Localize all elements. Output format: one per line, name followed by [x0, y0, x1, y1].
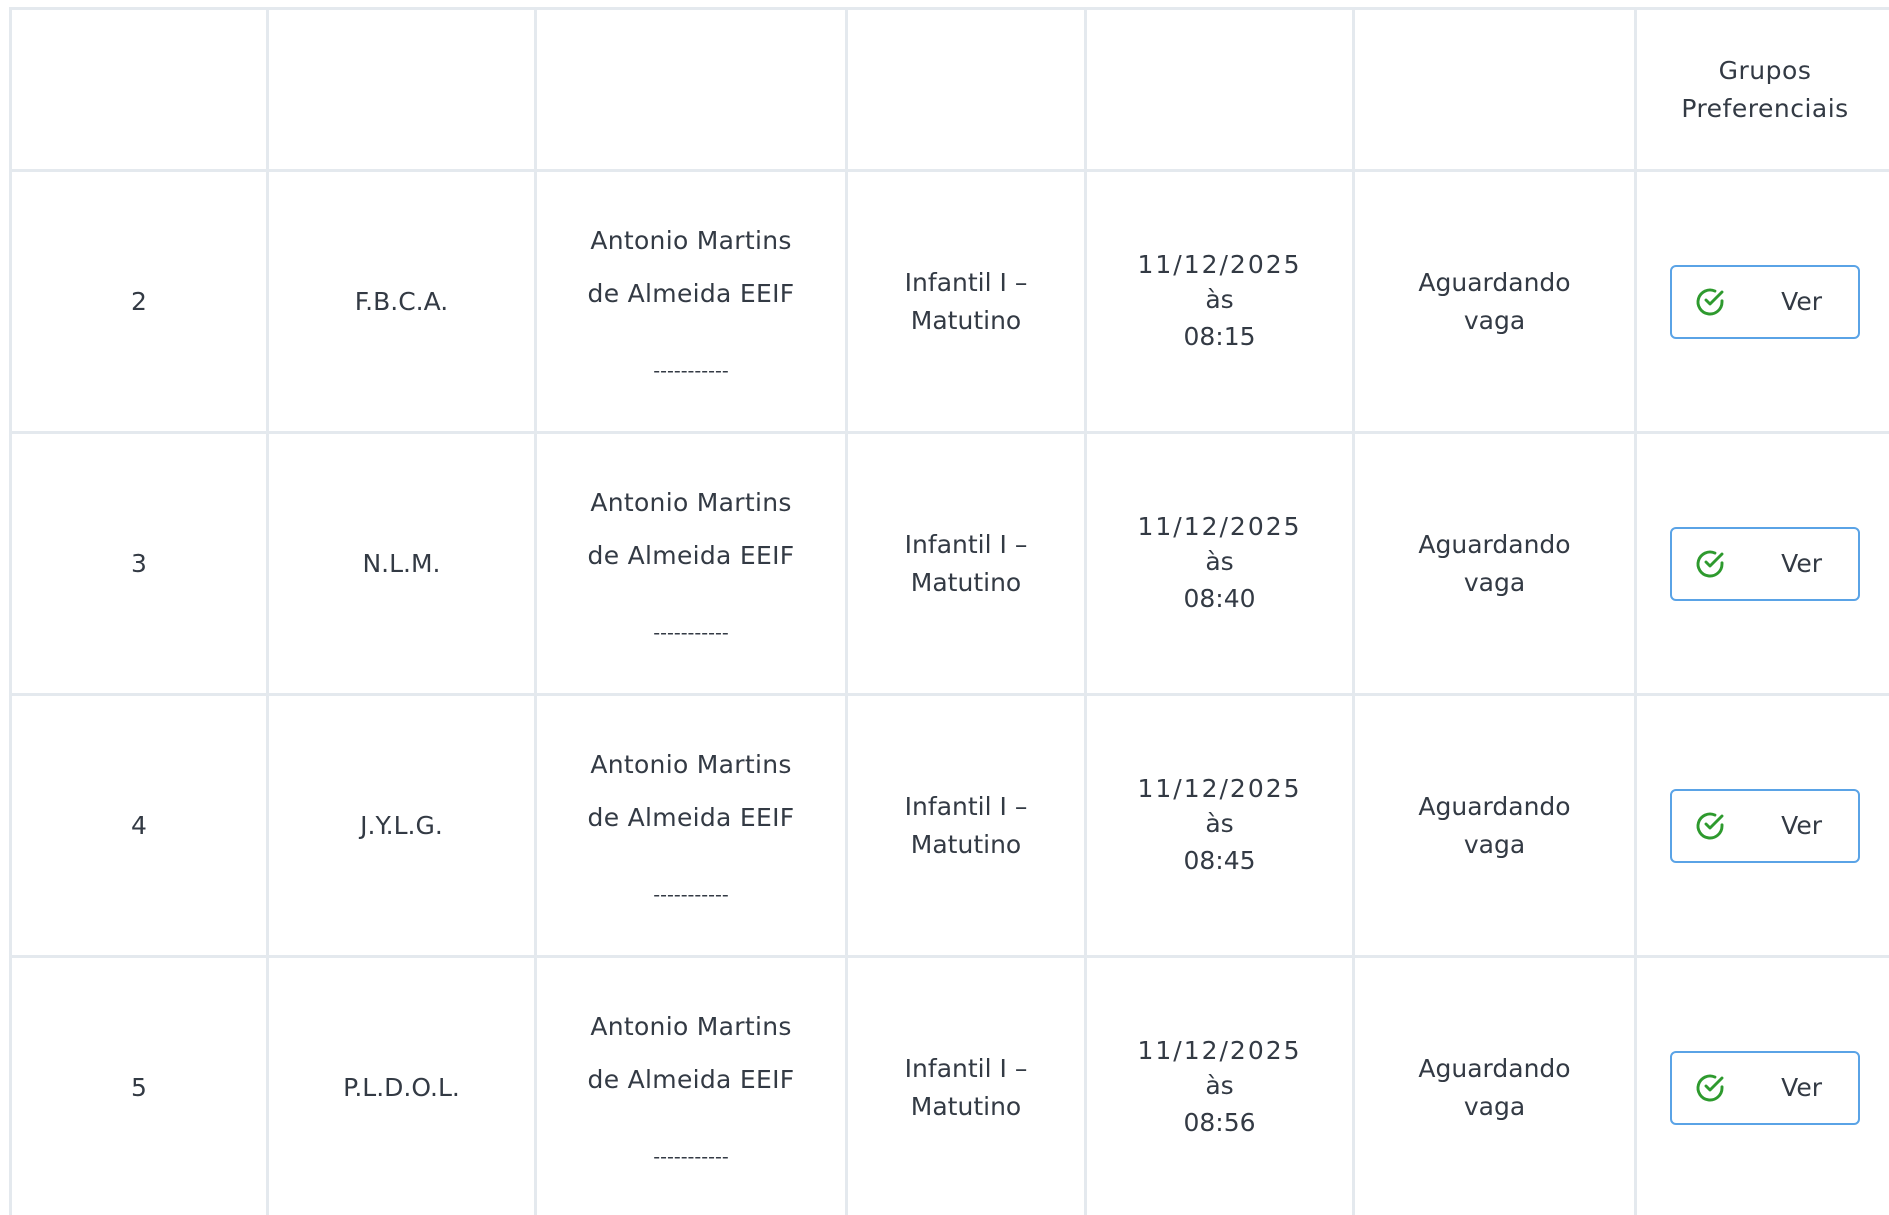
ver-button-label: Ver — [1781, 811, 1822, 840]
school-name-line1: Antonio Martins — [590, 225, 792, 255]
time-value: 08:56 — [1183, 1107, 1256, 1137]
school-name-line2: de Almeida EEIF — [587, 540, 795, 570]
initials-value: N.L.M. — [362, 548, 441, 578]
school-name-line2: de Almeida EEIF — [587, 1064, 795, 1094]
ver-button-label: Ver — [1781, 287, 1822, 316]
ver-button-label: Ver — [1781, 1073, 1822, 1102]
date-separator: às — [1205, 546, 1234, 576]
class-cell — [847, 957, 1086, 1215]
initials-cell — [268, 695, 536, 957]
school-name-line1: Antonio Martins — [590, 749, 792, 779]
header-cell-preferential-groups — [1636, 9, 1889, 171]
class-cell — [847, 171, 1086, 433]
position-value: 4 — [131, 810, 147, 840]
table-row — [11, 695, 1889, 957]
class-line2: Matutino — [910, 305, 1022, 335]
time-value: 08:45 — [1183, 845, 1256, 875]
position-cell — [11, 695, 268, 957]
school-cell — [536, 171, 847, 433]
date-value: 11/12/2025 — [1137, 249, 1302, 279]
date-cell — [1086, 957, 1354, 1215]
ver-button[interactable] — [1670, 265, 1860, 339]
school-name-line1: Antonio Martins — [590, 487, 792, 517]
class-cell — [847, 695, 1086, 957]
date-value: 11/12/2025 — [1137, 511, 1302, 541]
status-cell — [1354, 171, 1636, 433]
table-header-row — [11, 9, 1889, 171]
queue-table-container — [9, 7, 1889, 1215]
ver-button[interactable] — [1670, 789, 1860, 863]
table-row — [11, 433, 1889, 695]
position-value: 5 — [131, 1072, 147, 1102]
date-separator: às — [1205, 284, 1234, 314]
action-cell — [1636, 695, 1889, 957]
date-separator: às — [1205, 1070, 1234, 1100]
class-line1: Infantil I – — [904, 1053, 1028, 1083]
initials-cell — [268, 171, 536, 433]
table-row — [11, 957, 1889, 1215]
action-cell — [1636, 957, 1889, 1215]
initials-cell — [268, 433, 536, 695]
school-sub-placeholder: ----------- — [653, 621, 729, 644]
queue-table — [9, 7, 1889, 1215]
initials-value: P.L.D.O.L. — [343, 1072, 460, 1102]
header-label-line2: Preferenciais — [1681, 93, 1849, 123]
status-line1: Aguardando — [1418, 529, 1571, 559]
status-line2: vaga — [1463, 829, 1526, 859]
check-circle-icon — [1694, 548, 1726, 580]
action-cell — [1636, 171, 1889, 433]
date-cell — [1086, 695, 1354, 957]
date-separator: às — [1205, 808, 1234, 838]
status-cell — [1354, 695, 1636, 957]
school-sub-placeholder: ----------- — [653, 883, 729, 906]
school-cell — [536, 433, 847, 695]
date-value: 11/12/2025 — [1137, 773, 1302, 803]
date-value: 11/12/2025 — [1137, 1035, 1302, 1065]
position-cell — [11, 957, 268, 1215]
time-value: 08:15 — [1183, 321, 1256, 351]
status-line2: vaga — [1463, 305, 1526, 335]
ver-button[interactable] — [1670, 527, 1860, 601]
header-cell-class — [847, 9, 1086, 171]
school-cell — [536, 695, 847, 957]
class-line1: Infantil I – — [904, 267, 1028, 297]
status-cell — [1354, 433, 1636, 695]
school-cell — [536, 957, 847, 1215]
header-cell-position — [11, 9, 268, 171]
check-circle-icon — [1694, 810, 1726, 842]
date-cell — [1086, 433, 1354, 695]
position-value: 3 — [131, 548, 147, 578]
class-line1: Infantil I – — [904, 791, 1028, 821]
school-name-line1: Antonio Martins — [590, 1011, 792, 1041]
header-cell-date — [1086, 9, 1354, 171]
header-cell-status — [1354, 9, 1636, 171]
status-line2: vaga — [1463, 567, 1526, 597]
status-line1: Aguardando — [1418, 267, 1571, 297]
class-line2: Matutino — [910, 567, 1022, 597]
header-cell-school — [536, 9, 847, 171]
header-cell-initials — [268, 9, 536, 171]
ver-button-label: Ver — [1781, 549, 1822, 578]
position-cell — [11, 433, 268, 695]
status-line1: Aguardando — [1418, 1053, 1571, 1083]
initials-value: F.B.C.A. — [354, 286, 449, 316]
date-cell — [1086, 171, 1354, 433]
school-name-line2: de Almeida EEIF — [587, 802, 795, 832]
school-sub-placeholder: ----------- — [653, 359, 729, 382]
position-value: 2 — [131, 286, 147, 316]
class-line2: Matutino — [910, 1091, 1022, 1121]
action-cell — [1636, 433, 1889, 695]
ver-button[interactable] — [1670, 1051, 1860, 1125]
class-cell — [847, 433, 1086, 695]
time-value: 08:40 — [1183, 583, 1256, 613]
class-line1: Infantil I – — [904, 529, 1028, 559]
status-cell — [1354, 957, 1636, 1215]
school-sub-placeholder: ----------- — [653, 1145, 729, 1168]
header-label-line1: Grupos — [1718, 55, 1812, 85]
status-line2: vaga — [1463, 1091, 1526, 1121]
initials-cell — [268, 957, 536, 1215]
status-line1: Aguardando — [1418, 791, 1571, 821]
initials-value: J.Y.L.G. — [360, 810, 443, 840]
check-circle-icon — [1694, 286, 1726, 318]
table-row — [11, 171, 1889, 433]
school-name-line2: de Almeida EEIF — [587, 278, 795, 308]
position-cell — [11, 171, 268, 433]
class-line2: Matutino — [910, 829, 1022, 859]
check-circle-icon — [1694, 1072, 1726, 1104]
